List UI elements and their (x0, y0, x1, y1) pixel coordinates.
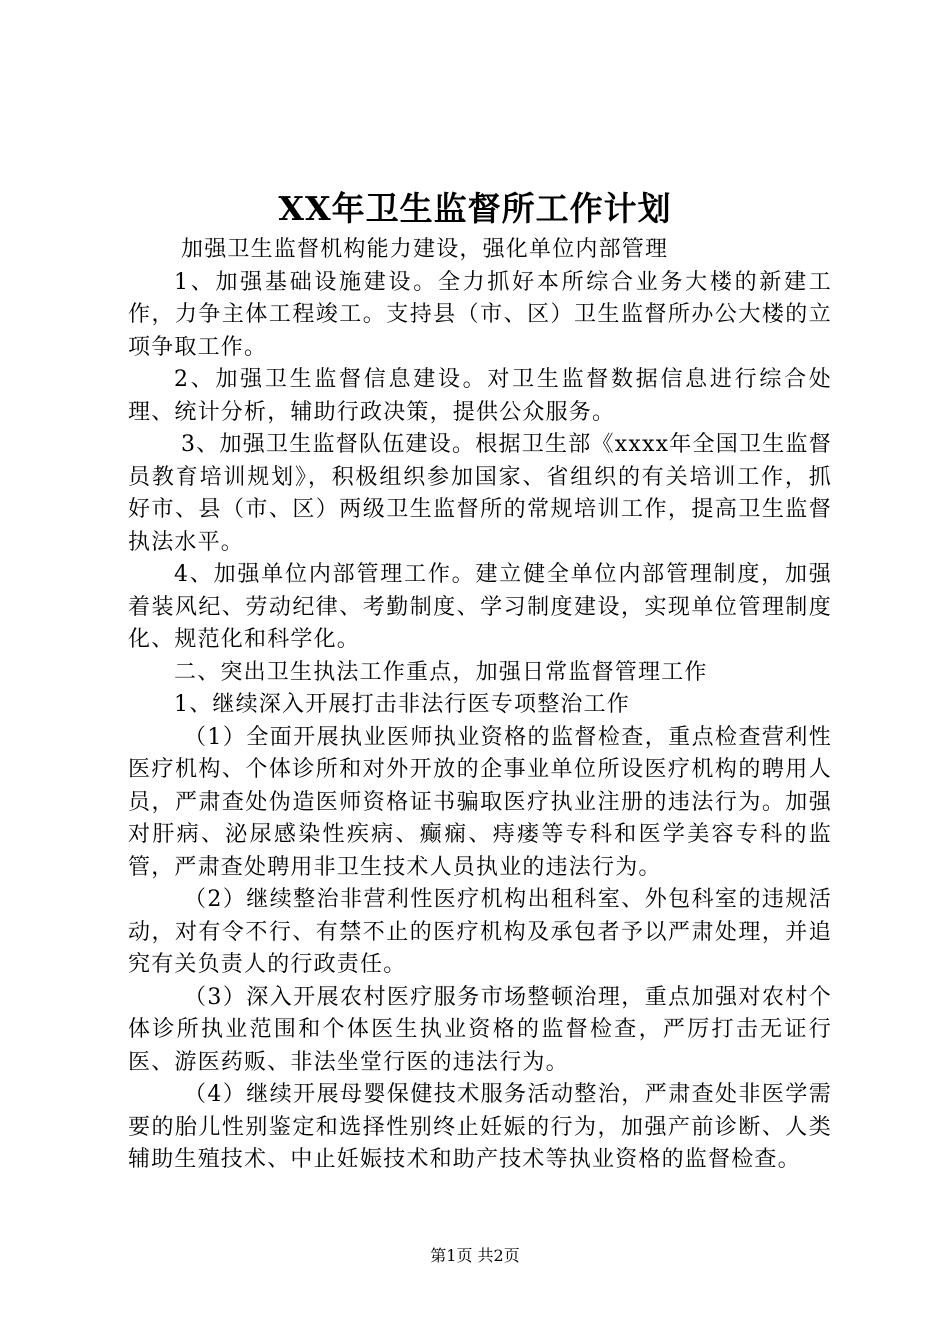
section-heading-enforcement: 二、突出卫生执法工作重点，加强日常监督管理工作 (174, 659, 708, 685)
section-heading-capacity: 加强卫生监督机构能力建设，强化单位内部管理 (181, 237, 669, 262)
paragraph-team: 3、加强卫生监督队伍建设。根据卫生部《xxxx年全国卫生监督员教育培训规划》，积极组织参加国家、省组织的有关培训工作，抓好市、县（市、区）两级卫生监督所的常规培训工作，提高卫生监督执法水平。 (128, 432, 832, 555)
paragraph-item-4: （4）继续开展母婴保健技术服务活动整治，严肃查处非医学需要的胎儿性别鉴定和选择性别终止妊娠的行为，加强产前诊断、人类辅助生殖技术、中止妊娠技术和助产技术等执业资格的监督检查。 (128, 1082, 832, 1172)
paragraph-item-3: （3）深入开展农村医疗服务市场整顿治理，重点加强对农村个体诊所执业范围和个体医生执业资格的监督检查，严厉打击无证行医、游医药贩、非法坐堂行医的违法行为。 (128, 984, 832, 1075)
document-body (128, 234, 832, 1177)
document-title: XX年卫生监督所工作计划 (278, 189, 672, 228)
paragraph-internal-management: 4、加强单位内部管理工作。建立健全单位内部管理制度，加强着装风纪、劳动纪律、考勤制度、学习制度建设，实现单位管理制度化、规范化和科学化。 (128, 562, 832, 652)
paragraph-infrastructure: 1、加强基础设施建设。全力抓好本所综合业务大楼的新建工作，力争主体工程竣工。支持县（市、区）卫生监督所办公大楼的立项争取工作。 (128, 269, 832, 360)
paragraph-item-1: （1）全面开展执业医师执业资格的监督检查，重点检查营利性医疗机构、个体诊所和对外开放的企事业单位所设医疗机构的聘用人员，严肃查处伪造医师资格证书骗取医疗执业注册的违法行为。加强对肝病、泌尿感染性疾病、癫痫、痔瘘等专科和医学美容专科的监管，严肃查处聘用非卫生技术人员执业的违法行为。 (128, 724, 832, 880)
paragraph-item-2: （2）继续整治非营利性医疗机构出租科室、外包科室的违规活动，对有令不行、有禁不止的医疗机构及承包者予以严肃处理，并追究有关负责人的行政责任。 (128, 887, 832, 977)
page-number: 第1页 共2页 (430, 1246, 520, 1265)
paragraph-information: 2、加强卫生监督信息建设。对卫生监督数据信息进行综合处理、统计分析，辅助行政决策，提供公众服务。 (128, 367, 832, 425)
subheading-illegal-practice: 1、继续深入开展打击非法行医专项整治工作 (174, 692, 630, 717)
